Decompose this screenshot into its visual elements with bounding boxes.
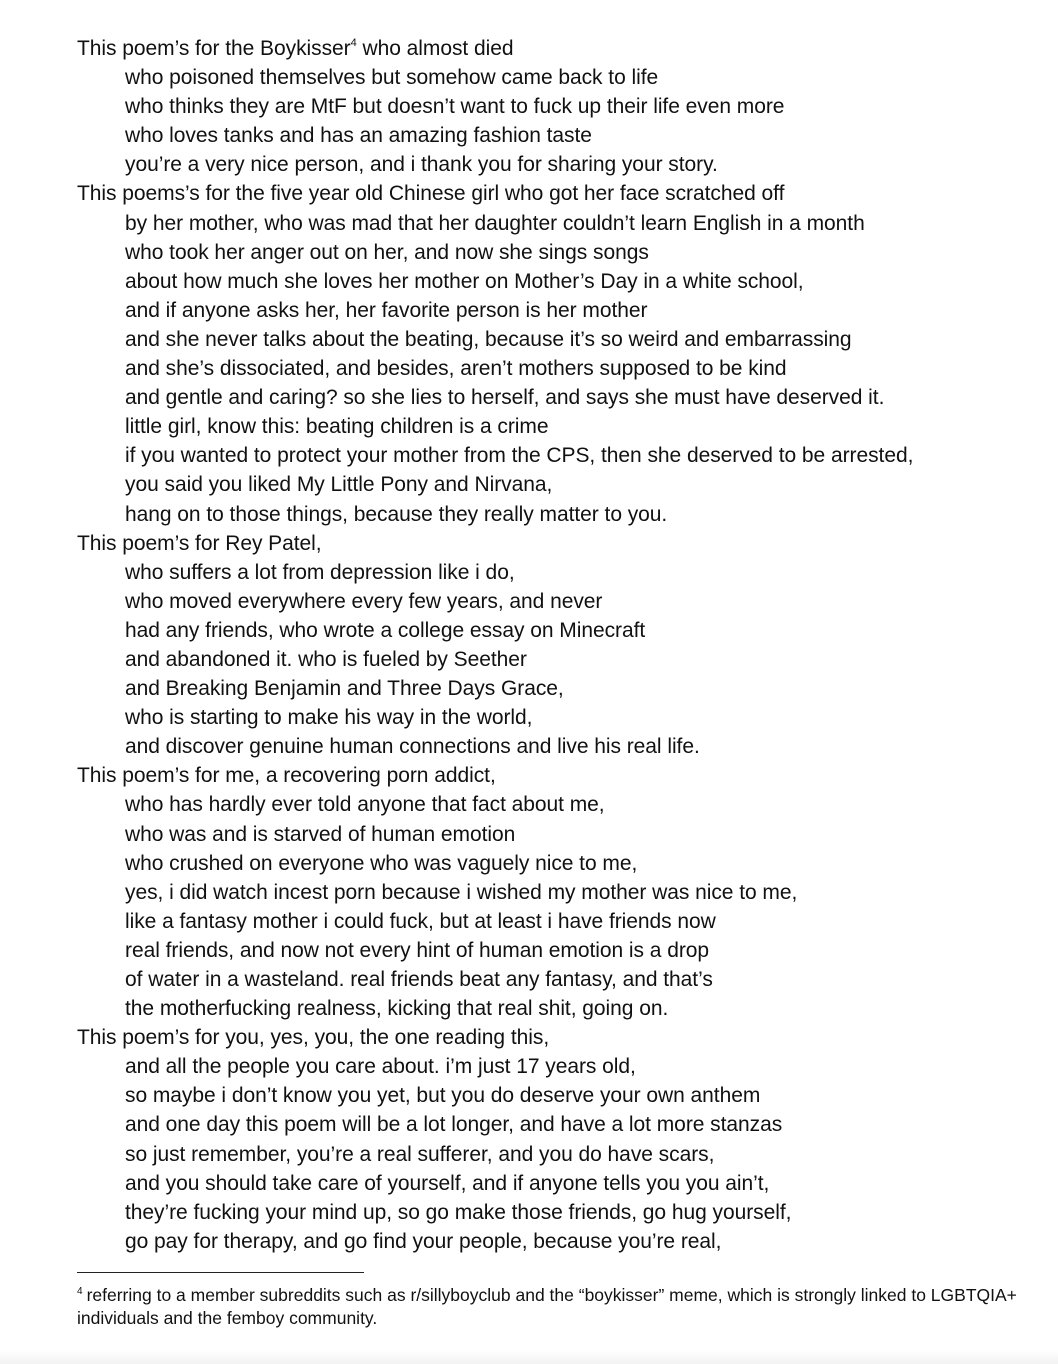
poem-line: by her mother, who was mad that her daughter couldn’t learn English in a month [125,211,865,235]
poem-line: you said you liked My Little Pony and Nirvana, [125,473,553,497]
poem-line: the motherfucking realness, kicking that real shit, going on. [125,997,669,1021]
footnote-divider [77,1272,364,1273]
poem-line: who thinks they are MtF but doesn’t want to fuck up their life even more [125,95,785,119]
poem-line: go pay for therapy, and go find your people, because you’re real, [125,1229,722,1253]
poem-line: so just remember, you’re a real sufferer, and you do have scars, [125,1142,715,1166]
poem-line: and if anyone asks her, her favorite person is her mother [125,298,648,322]
footnote [77,1284,1017,1330]
stanza-5-heading: This poem’s for you, yes, you, the one reading this, [77,1026,550,1050]
poem-line: and discover genuine human connections and live his real life. [125,735,700,759]
poem-line: had any friends, who wrote a college essay on Minecraft [125,618,646,642]
poem-line: and she never talks about the beating, because it’s so weird and embarrassing [125,327,852,351]
poem-line: who is starting to make his way in the world, [125,706,533,730]
stanza-2-heading: This poems’s for the five year old Chinese girl who got her face scratched off [77,182,785,206]
footnote-text: referring to a member subreddits such as r/sillyboyclub and the “boykisser” meme, which is strongly linked to LGBTQIA+ individuals and the femboy community. [77,1285,1017,1328]
poem-line: so maybe i don’t know you yet, but you do deserve your own anthem [125,1084,761,1108]
poem-line: and she’s dissociated, and besides, aren’t mothers supposed to be kind [125,357,787,381]
page-bottom-edge [0,1350,1058,1364]
poem-line: they’re fucking your mind up, so go make those friends, go hug yourself, [125,1200,792,1224]
poem-line: who took her anger out on her, and now she sings songs [125,240,649,264]
poem-line: who suffers a lot from depression like i do, [125,560,515,584]
poem-line: like a fantasy mother i could fuck, but at least i have friends now [125,909,716,933]
poem-line: who has hardly ever told anyone that fact about me, [125,793,605,817]
footnote-number: 4 [77,1286,83,1297]
stanza-4-heading: This poem’s for me, a recovering porn addict, [77,764,496,788]
stanza-1-heading [77,34,1037,63]
stanza-3-heading: This poem’s for Rey Patel, [77,531,322,555]
poem-line: about how much she loves her mother on Mother’s Day in a white school, [125,269,804,293]
poem-line: and abandoned it. who is fueled by Seether [125,647,527,671]
poem-line: you’re a very nice person, and i thank you for sharing your story. [125,153,718,177]
poem-line: and one day this poem will be a lot longer, and have a lot more stanzas [125,1113,783,1137]
stanza-1-heading-text: This poem’s for the Boykisser [77,37,351,60]
poem-line: if you wanted to protect your mother from the CPS, then she deserved to be arrested, [125,444,914,468]
poem-line: who crushed on everyone who was vaguely nice to me, [125,851,638,875]
poem-line: hang on to those things, because they really matter to you. [125,502,668,526]
footnote-reference[interactable]: 4 [350,37,357,49]
stanza-1-heading-text-end: who almost died [356,37,514,60]
poem-line: and you should take care of yourself, and if anyone tells you you ain’t, [125,1171,770,1195]
poem-line: and Breaking Benjamin and Three Days Grace, [125,677,564,701]
poem-line: yes, i did watch incest porn because i wished my mother was nice to me, [125,880,798,904]
poem-line: of water in a wasteland. real friends beat any fantasy, and that’s [125,968,713,991]
poem-line: who was and is starved of human emotion [125,822,516,846]
poem-line: and all the people you care about. i’m just 17 years old, [125,1055,636,1079]
poem-line: real friends, and now not every hint of human emotion is a drop [125,938,710,962]
poem-line: who loves tanks and has an amazing fashion taste [125,124,592,148]
poem-line: who moved everywhere every few years, and never [125,589,603,613]
poem-line: who poisoned themselves but somehow came back to life [125,66,659,90]
poem-line: little girl, know this: beating children is a crime [125,415,549,439]
poem-line: and gentle and caring? so she lies to herself, and says she must have deserved it. [125,386,885,410]
poem-body [77,34,1037,1256]
